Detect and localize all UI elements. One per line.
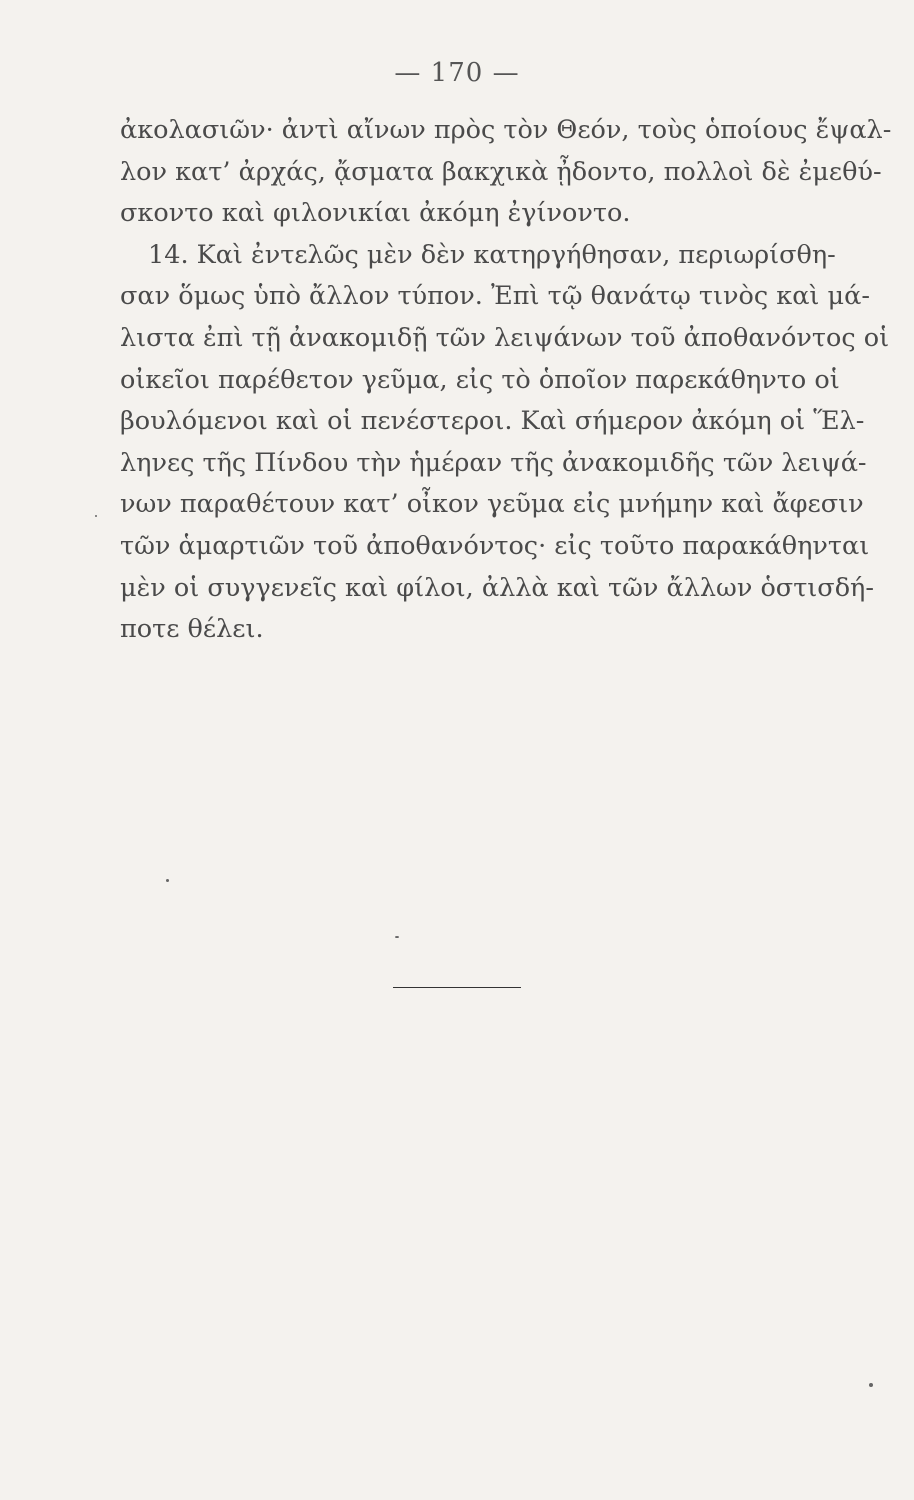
text-line: σαν ὅμως ὑπὸ ἄλλον τύπον. Ἐπὶ τῷ θανάτῳ τινὸς καὶ μά- xyxy=(120,281,870,312)
text-line: λον κατ’ ἀρχάς, ᾄσματα βακχικὰ ᾖδοντο, πολλοὶ δὲ ἐμεθύ- xyxy=(120,156,882,187)
text-line: βουλόμενοι καὶ οἱ πενέστεροι. Καὶ σήμερον ἀκόμη οἱ Ἕλ- xyxy=(120,406,865,437)
text-line: τῶν ἁμαρτιῶν τοῦ ἀποθανόντος· εἰς τοῦτο παρακάθηνται xyxy=(120,530,870,561)
ink-speck xyxy=(166,879,169,882)
page-number: — 170 — xyxy=(394,58,520,88)
section-divider xyxy=(393,987,521,988)
text-line: λιστα ἐπὶ τῇ ἀνακομιδῇ τῶν λειψάνων τοῦ ἀποθανόντος οἱ xyxy=(120,322,890,353)
text-line: ληνες τῆς Πίνδου τὴν ἡμέραν τῆς ἀνακομιδῆς τῶν λειψά- xyxy=(120,447,867,478)
text-line: μὲν οἱ συγγενεῖς καὶ φίλοι, ἀλλὰ καὶ τῶν ἄλλων ὁστισδή- xyxy=(120,572,874,603)
ink-speck xyxy=(869,1383,873,1387)
text-line: νων παραθέτουν κατ’ οἶκον γεῦμα εἰς μνήμην καὶ ἄφεσιν xyxy=(120,489,864,520)
ink-speck xyxy=(395,936,399,938)
text-line: σκοντο καὶ φιλονικίαι ἀκόμη ἐγίνοντο. xyxy=(120,198,631,229)
body-text xyxy=(120,110,892,651)
text-line: ποτε θέλει. xyxy=(120,614,264,645)
text-line: 14. Καὶ ἐντελῶς μὲν δὲν κατηργήθησαν, περιωρίσθη- xyxy=(148,239,836,270)
text-line: ἀκολασιῶν· ἀντὶ αἴνων πρὸς τὸν Θεόν, τοὺς ὁποίους ἔψαλ- xyxy=(120,115,892,145)
text-line: οἰκεῖοι παρέθετον γεῦμα, εἰς τὸ ὁποῖον παρεκάθηντο οἱ xyxy=(120,364,840,395)
ink-speck xyxy=(95,515,97,517)
